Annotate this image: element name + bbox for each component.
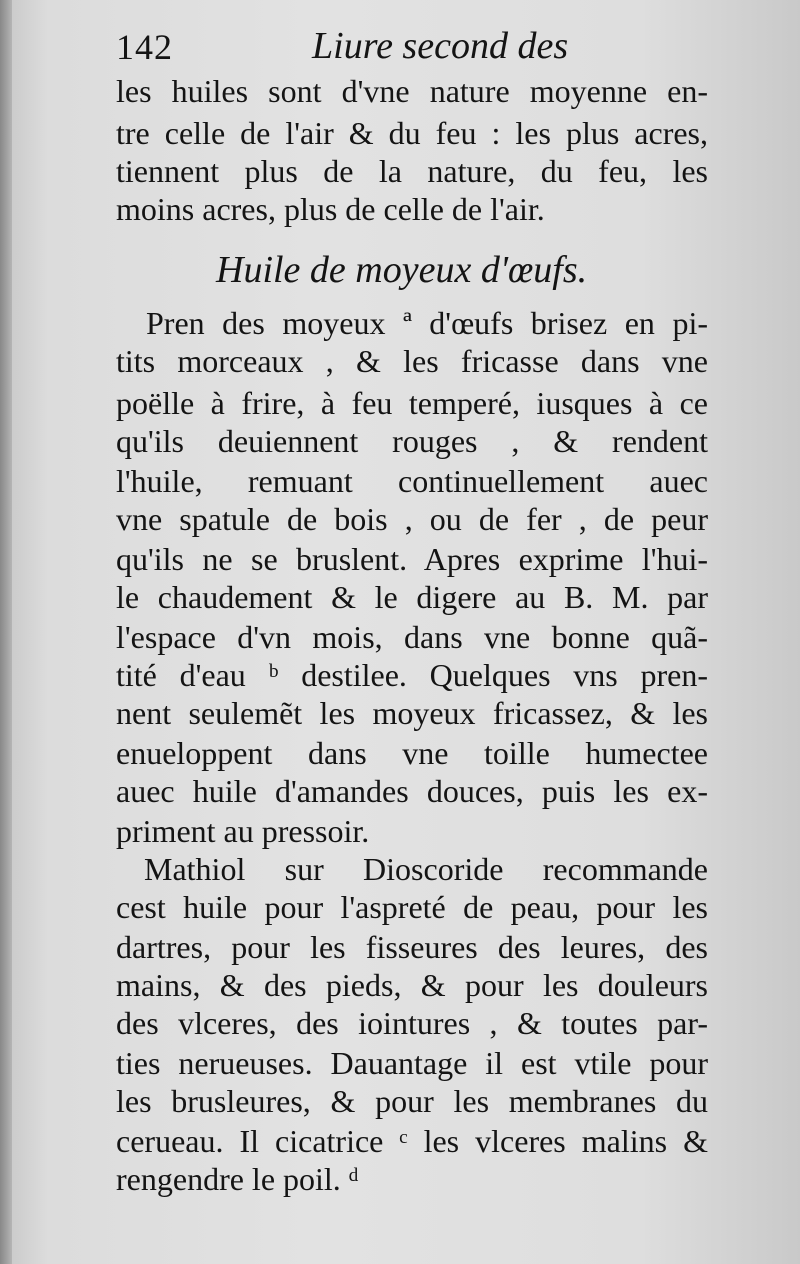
text-line: enueloppent dans vne toille humectee <box>116 735 708 771</box>
section-title: Huile de moyeux d'œufs. <box>216 249 588 291</box>
running-head: Liure second des <box>312 25 569 67</box>
text-line: nent seulemẽt les moyeux fricassez, & les <box>116 695 708 731</box>
text-line: tiennent plus de la nature, du feu, les <box>116 153 708 189</box>
text-line: des vlceres, des iointures , & toutes par- <box>116 1005 708 1041</box>
text-line: priment au pressoir. <box>116 813 370 849</box>
text-line: tits morceaux , & les fricasse dans vne <box>116 343 708 379</box>
text-line: tre celle de l'air & du feu : les plus acres, <box>116 115 708 151</box>
text-line: poëlle à frire, à feu temperé, iusques à ce <box>116 385 708 421</box>
text-line: qu'ils ne se bruslent. Apres exprime l'hui- <box>116 541 708 577</box>
text-line: l'espace d'vn mois, dans vne bonne quã- <box>116 619 708 655</box>
text-line: cerueau. Il cicatrice ᶜ les vlceres malins & <box>116 1123 708 1159</box>
text-line: les brusleures, & pour les membranes du <box>116 1083 708 1119</box>
page-header <box>116 20 596 74</box>
text-line: ties nerueuses. Dauantage il est vtile pour <box>116 1045 708 1081</box>
binding-shadow <box>0 0 12 1264</box>
text-line: Pren des moyeux ª d'œufs brisez en pi- <box>146 305 708 341</box>
text-line: cest huile pour l'aspreté de peau, pour les <box>116 889 708 925</box>
text-line: Mathiol sur Dioscoride recommande <box>144 851 708 887</box>
text-line: mains, & des pieds, & pour les douleurs <box>116 967 708 1003</box>
text-line: dartres, pour les fisseures des leures, des <box>116 929 708 965</box>
text-line: le chaudement & le digere au B. M. par <box>116 579 708 615</box>
text-line: l'huile, remuant continuellement auec <box>116 463 708 499</box>
page-number: 142 <box>116 27 173 67</box>
text-line: auec huile d'amandes douces, puis les ex- <box>116 773 708 809</box>
text-line: qu'ils deuiennent rouges , & rendent <box>116 423 708 459</box>
text-line: les huiles sont d'vne nature moyenne en- <box>116 73 708 109</box>
text-line: tité d'eau ᵇ destilee. Quelques vns pren- <box>116 657 708 693</box>
text-line: vne spatule de bois , ou de fer , de peur <box>116 501 708 537</box>
text-line: rengendre le poil. ᵈ <box>116 1161 359 1197</box>
text-line: moins acres, plus de celle de l'air. <box>116 191 545 227</box>
